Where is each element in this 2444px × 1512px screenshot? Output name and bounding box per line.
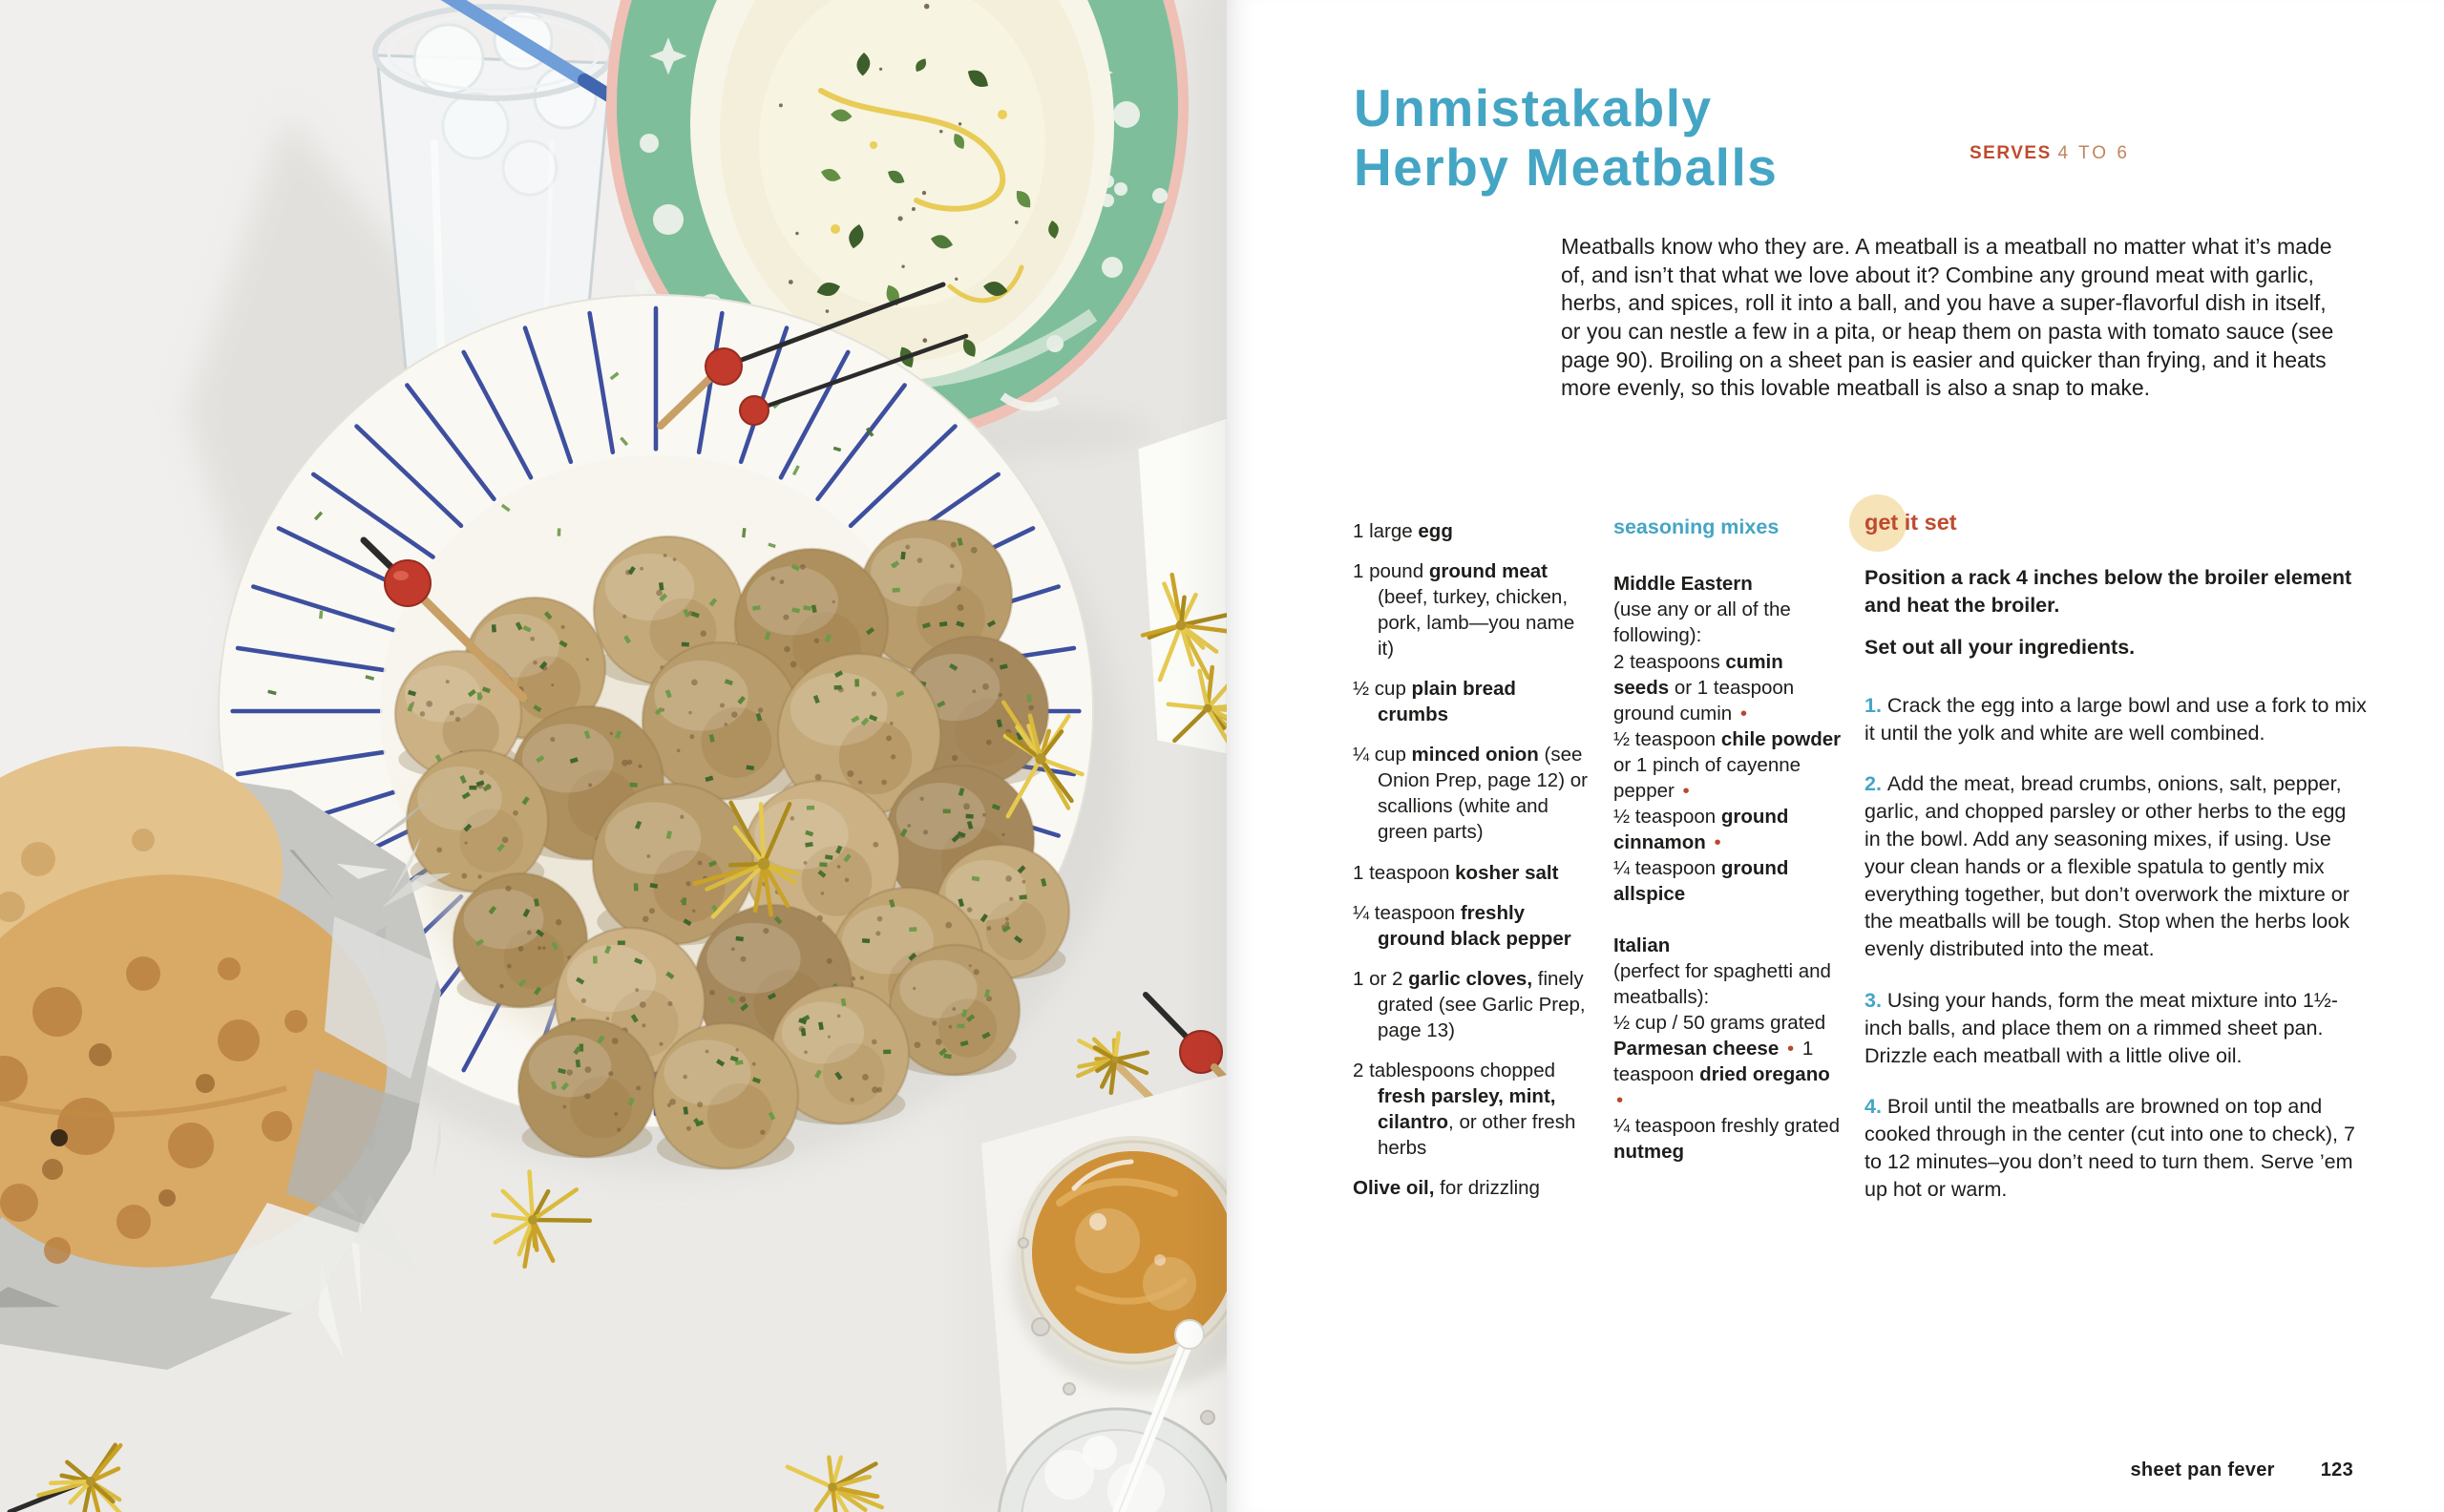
serves-label: SERVES: [1970, 143, 2052, 163]
seasoning-mix: Middle Eastern (use any or all of the following): 2 teaspoons cumin seeds or 1 teaspoon ground cumin • ½ teaspoon chile powder or 1 pinch of cayenne pepper • ½ teaspoon ground cinnamon • ¼ teaspoon ground allspice: [1613, 573, 1842, 905]
ingredient-item: 1 teaspoon kosher salt: [1353, 861, 1559, 884]
bullet-dot: •: [1739, 702, 1748, 724]
step-number: 1.: [1865, 693, 1887, 717]
bullet-dot: •: [1786, 1038, 1795, 1060]
ingredient-item: ½ cup plain bread crumbs: [1353, 678, 1516, 726]
page-number: 123: [2320, 1460, 2353, 1480]
ingredient-item: 2 tablespoons chopped fresh parsley, mint, cilantro, or other fresh herbs: [1353, 1059, 1576, 1159]
title-line-2: Herby Meatballs: [1354, 137, 1779, 198]
serves-line: [1970, 143, 2130, 164]
method-step: 1. Crack the egg into a large bowl and use a fork to mix it until the yolk and white are well combined.: [1865, 693, 2367, 745]
page-footer: [2130, 1460, 2353, 1481]
seasoning-mixes-header: seasoning mixes: [1613, 515, 1780, 538]
title-line-1: Unmistakably: [1354, 78, 1713, 137]
step-number: 3.: [1865, 989, 1887, 1013]
page-gutter-shadow: [1179, 0, 1227, 1512]
get-it-set-header: get it set: [1865, 508, 2367, 537]
step-number: 4.: [1865, 1095, 1887, 1119]
ingredient-item: Olive oil, for drizzling: [1353, 1176, 1540, 1199]
seasoning-mixes-column: [1613, 514, 1843, 1190]
recipe-intro: Meatballs know who they are. A meatball is a meatball no matter what it’s made of, and isn’t that what we love about it? Combine any ground meat with garlic, herbs, and spices, roll it into a ball, and you have a super-flavorful dish in itself, or you can nestle a few in a pita, or heap them on pasta with tomato sauce (see page 90). Broiling on a sheet pan is easier and quicker than frying, and it heats more evenly, so this lovable meatball is also a snap to make.: [1561, 234, 2334, 401]
method-column: [1865, 508, 2367, 1228]
recipe-page: [1227, 0, 2444, 1512]
section-title: sheet pan fever: [2130, 1460, 2275, 1480]
method-step: 2. Add the meat, bread crumbs, onions, salt, pepper, garlic, and chopped parsley or other herbs to the egg in the bowl. Add any seasoning mixes, if using. Use your clean hands or a flexible spatula to gently mix everything together, but don’t overwork the mixture or the meatballs will be tough. Stop when the herbs look evenly distributed into the meat.: [1865, 772, 2349, 961]
serves-value: 4 TO 6: [2057, 143, 2130, 163]
method-step: 4. Broil until the meatballs are browned on top and cooked through in the center (cut into one to check), 7 to 12 minutes–you don’t need to turn them. Serve ’em up hot or warm.: [1865, 1095, 2355, 1201]
ingredient-item: 1 or 2 garlic cloves, finely grated (see Garlic Prep, page 13): [1353, 967, 1586, 1041]
step-number: 2.: [1865, 772, 1887, 796]
bullet-dot: •: [1682, 779, 1690, 802]
setup-step: Position a rack 4 inches below the broiler element and heat the broiler.: [1865, 566, 2352, 618]
ingredient-item: 1 pound ground meat (beef, turkey, chicken, pork, lamb—you name it): [1353, 560, 1575, 661]
recipe-title: [1354, 78, 1778, 197]
bullet-dot: •: [1714, 830, 1721, 853]
setup-step: Set out all your ingredients.: [1865, 636, 2136, 660]
seasoning-mix: Italian (perfect for spaghetti and meatballs): ½ cup / 50 grams grated Parmesan cheese • 1 teaspoon dried oregano • ¼ teaspoon freshly grated nutmeg: [1613, 934, 1841, 1164]
bullet-dot: •: [1616, 1089, 1624, 1112]
ingredient-item: ¼ teaspoon freshly ground black pepper: [1353, 901, 1571, 950]
ingredient-item: 1 large egg: [1353, 520, 1453, 542]
method-step: 3. Using your hands, form the meat mixture into 1½-inch balls, and place them on a rimmed sheet pan. Drizzle each meatball with a little olive oil.: [1865, 989, 2338, 1067]
ingredients-column: [1353, 518, 1591, 1215]
ingredient-item: ¼ cup minced onion (see Onion Prep, page 12) or scallions (white and green parts): [1353, 744, 1588, 844]
